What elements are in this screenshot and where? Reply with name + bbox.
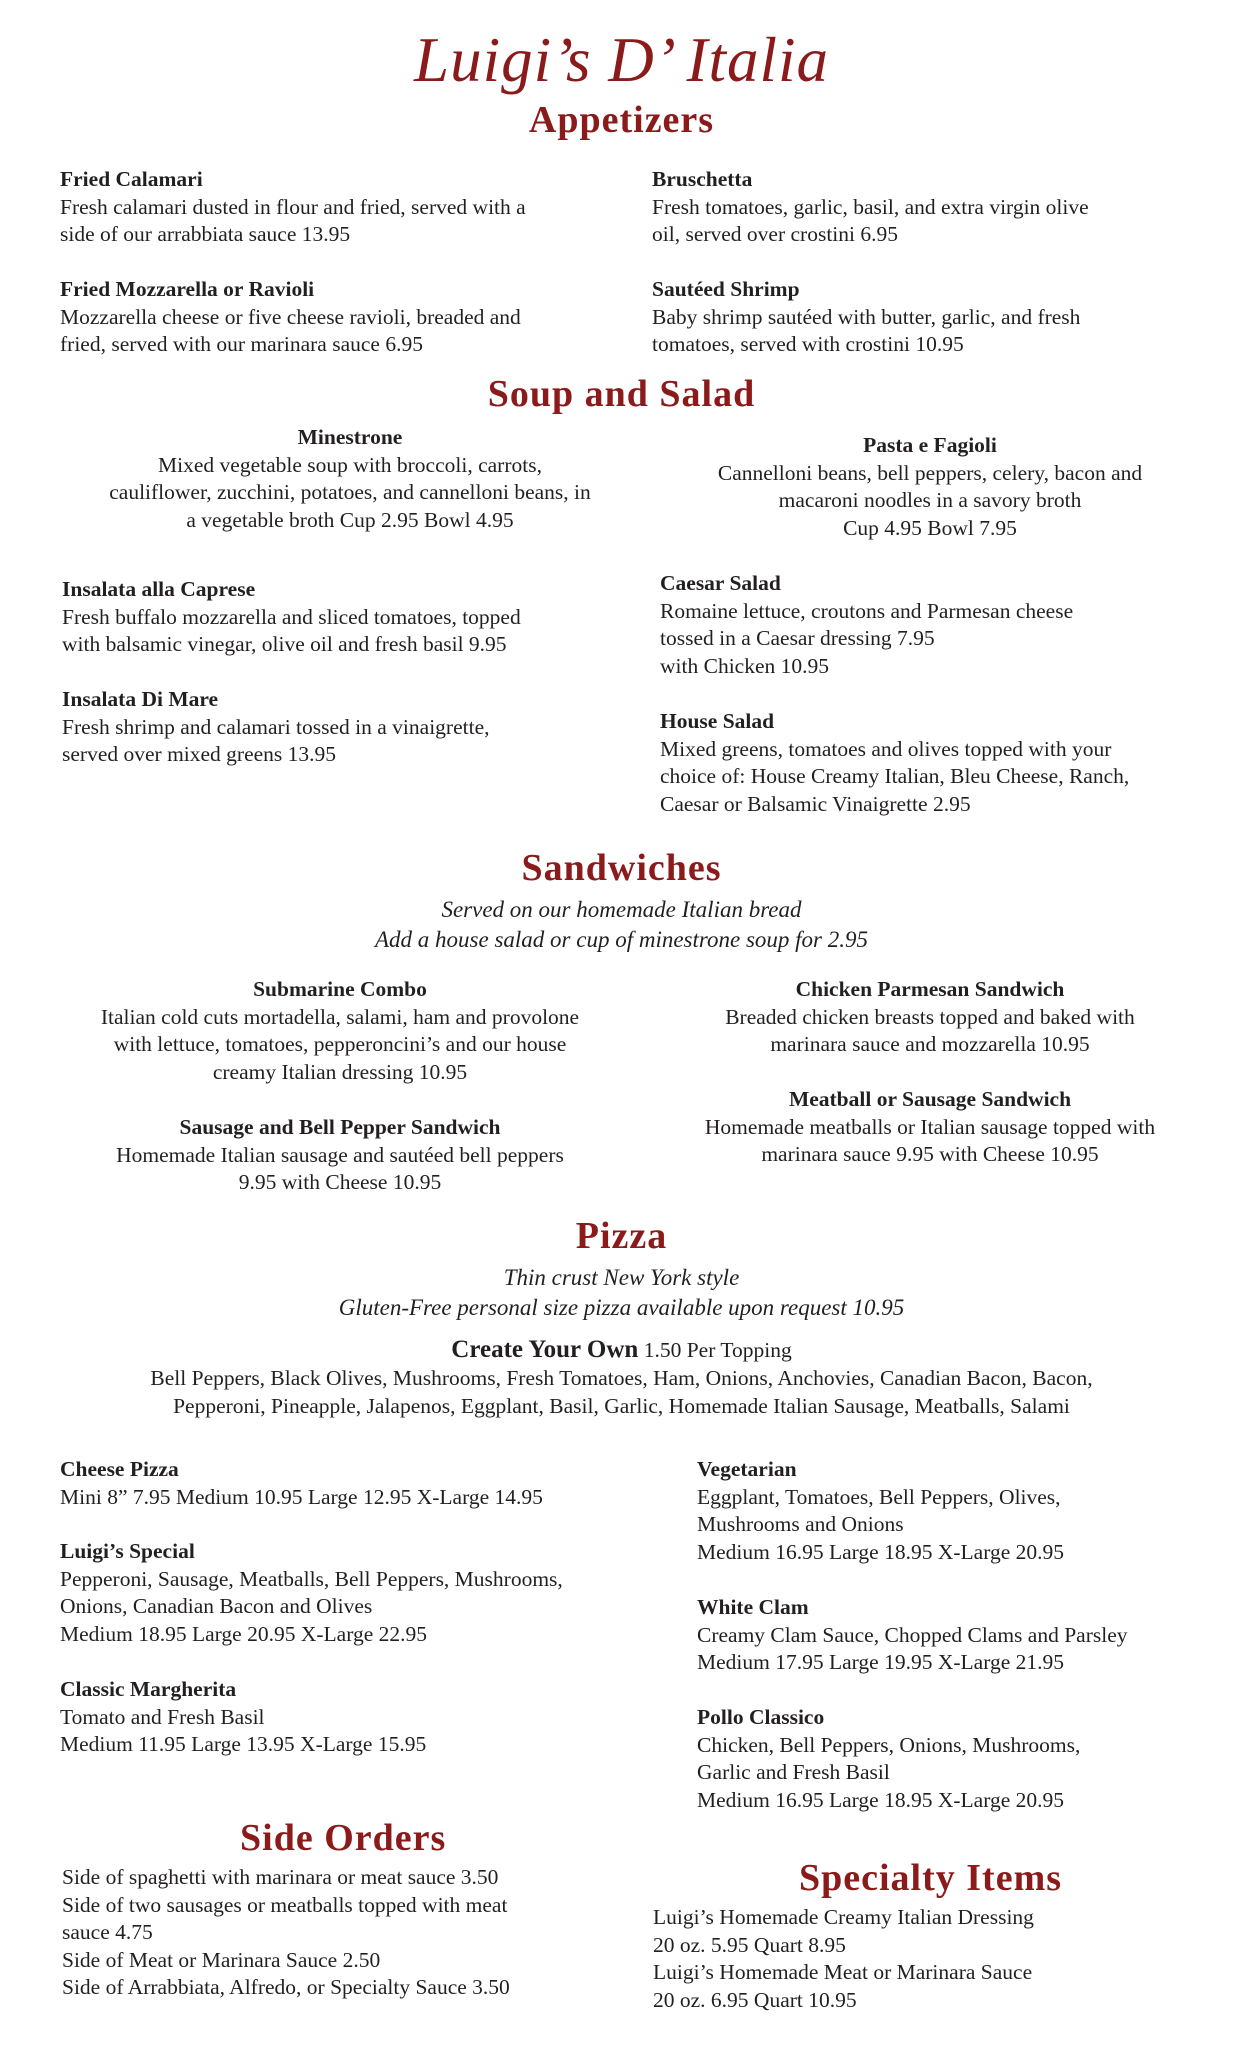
- item-desc: Breaded chicken breasts topped and baked with: [725, 1004, 1135, 1029]
- item-name: Bruschetta: [652, 167, 753, 191]
- item-desc: marinara sauce and mozzarella 10.95: [770, 1032, 1090, 1056]
- item-desc: Onions, Canadian Bacon and Olives: [60, 1594, 373, 1618]
- item-name: Fried Mozzarella or Ravioli: [60, 277, 315, 301]
- item-desc: oil, served over crostini 6.95: [652, 222, 899, 246]
- item-desc: marinara sauce 9.95 with Cheese 10.95: [761, 1142, 1099, 1166]
- create-your-own: [0, 1336, 1243, 1420]
- item-desc: Medium 18.95 Large 20.95 X-Large 22.95: [60, 1621, 428, 1646]
- item-desc: Medium 11.95 Large 13.95 X-Large 15.95: [60, 1732, 427, 1756]
- item-name: Fried Calamari: [60, 167, 203, 191]
- item-desc: Medium 17.95 Large 19.95 X-Large 21.95: [697, 1650, 1065, 1674]
- menu-item: [62, 576, 521, 659]
- specialty-items-list: [653, 1904, 1034, 2014]
- specialty-line: Luigi’s Homemade Creamy Italian Dressing: [653, 1905, 1034, 1929]
- item-desc: fried, served with our marinara sauce 6.95: [60, 332, 423, 356]
- item-desc: Fresh tomatoes, garlic, basil, and extra virgin olive: [652, 194, 1089, 219]
- menu-item: [697, 1704, 1080, 1814]
- item-desc: tomatoes, served with crostini 10.95: [652, 332, 964, 356]
- item-name: House Salad: [660, 709, 775, 733]
- specialty-line: 20 oz. 5.95 Quart 8.95: [653, 1932, 846, 1957]
- menu-item: [60, 1456, 543, 1511]
- item-desc: Creamy Clam Sauce, Chopped Clams and Parsley: [697, 1622, 1128, 1647]
- note-line: Served on our homemade Italian bread: [441, 897, 802, 922]
- item-desc: Medium 16.95 Large 18.95 X-Large 20.95: [697, 1787, 1065, 1812]
- item-desc: 9.95 with Cheese 10.95: [238, 1170, 442, 1194]
- toppings-line: Pepperoni, Pineapple, Jalapenos, Eggplant, Basil, Garlic, Homemade Italian Sausage, Meatballs, Salami: [173, 1394, 1070, 1418]
- item-name: Sautéed Shrimp: [652, 277, 800, 301]
- item-desc: side of our arrabbiata sauce 13.95: [60, 222, 351, 246]
- item-desc: Mixed vegetable soup with broccoli, carrots,: [158, 452, 542, 477]
- item-name: Cheese Pizza: [60, 1457, 179, 1481]
- item-desc: Mini 8” 7.95 Medium 10.95 Large 12.95 X-Large 14.95: [60, 1484, 543, 1509]
- note-line: Add a house salad or cup of minestrone soup for 2.95: [375, 927, 868, 952]
- item-name: Classic Margherita: [60, 1677, 237, 1701]
- item-desc: with lettuce, tomatoes, pepperoncini’s and our house: [113, 1032, 567, 1056]
- item-desc: tossed in a Caesar dressing 7.95: [660, 626, 935, 650]
- toppings-line: Bell Peppers, Black Olives, Mushrooms, Fresh Tomatoes, Ham, Onions, Anchovies, Canadian Bacon, Bacon,: [150, 1366, 1093, 1390]
- menu-item: [697, 1456, 1064, 1566]
- item-name: Minestrone: [297, 425, 403, 449]
- side-order-line: Side of spaghetti with marinara or meat sauce 3.50: [62, 1865, 499, 1889]
- item-desc: Italian cold cuts mortadella, salami, ham and provolone: [100, 1004, 580, 1029]
- menu-item: [660, 570, 1073, 680]
- item-desc: Medium 16.95 Large 18.95 X-Large 20.95: [697, 1539, 1065, 1564]
- item-name: Pollo Classico: [697, 1705, 825, 1729]
- item-desc: Fresh shrimp and calamari tossed in a vinaigrette,: [62, 714, 490, 739]
- menu-item: [60, 1676, 426, 1759]
- menu-item: [652, 166, 1089, 249]
- side-order-line: sauce 4.75: [62, 1920, 153, 1944]
- item-desc: Cup 4.95 Bowl 7.95: [843, 515, 1017, 540]
- side-order-line: Side of Arrabbiata, Alfredo, or Specialty Sauce 3.50: [62, 1975, 510, 1999]
- item-name: Meatball or Sausage Sandwich: [788, 1087, 1072, 1111]
- item-desc: cauliflower, zucchini, potatoes, and cannelloni beans, in: [109, 480, 591, 504]
- create-label: Create Your Own: [451, 1336, 639, 1363]
- item-desc: served over mixed greens 13.95: [62, 742, 337, 766]
- item-desc: choice of: House Creamy Italian, Bleu Cheese, Ranch,: [660, 764, 1130, 788]
- menu-item: [640, 976, 1220, 1059]
- item-desc: Homemade meatballs or Italian sausage topped with: [704, 1114, 1156, 1139]
- item-desc: Garlic and Fresh Basil: [697, 1760, 890, 1784]
- side-orders-heading: Side Orders: [240, 1817, 447, 1859]
- item-desc: Caesar or Balsamic Vinaigrette 2.95: [660, 791, 971, 816]
- menu-item: [652, 276, 1080, 359]
- side-orders-list: [62, 1864, 510, 2002]
- item-name: Caesar Salad: [660, 571, 781, 595]
- item-name: Sausage and Bell Pepper Sandwich: [179, 1115, 501, 1139]
- item-desc: Romaine lettuce, croutons and Parmesan cheese: [660, 598, 1074, 623]
- menu-item: [40, 976, 640, 1086]
- menu-item: [62, 686, 490, 769]
- create-price: 1.50 Per Topping: [643, 1338, 792, 1362]
- note-line: Gluten-Free personal size pizza available upon request 10.95: [338, 1295, 905, 1320]
- item-name: Insalata alla Caprese: [62, 577, 256, 601]
- item-name: Submarine Combo: [253, 977, 427, 1001]
- item-desc: creamy Italian dressing 10.95: [212, 1059, 468, 1084]
- item-name: Vegetarian: [697, 1457, 797, 1481]
- pizza-heading: Pizza: [575, 1215, 668, 1257]
- specialty-line: 20 oz. 6.95 Quart 10.95: [653, 1987, 857, 2012]
- menu-item: [60, 166, 526, 249]
- restaurant-title: Luigi’s D’ Italia: [414, 25, 829, 95]
- sandwiches-notes: [0, 895, 1243, 955]
- item-desc: Pepperoni, Sausage, Meatballs, Bell Peppers, Mushrooms,: [60, 1566, 563, 1591]
- item-name: Insalata Di Mare: [62, 687, 219, 711]
- sandwiches-heading: Sandwiches: [521, 847, 722, 889]
- specialty-line: Luigi’s Homemade Meat or Marinara Sauce: [653, 1960, 1033, 1984]
- side-order-line: Side of two sausages or meatballs topped with meat: [62, 1892, 508, 1917]
- menu-item: [697, 1594, 1128, 1677]
- item-desc: Mixed greens, tomatoes and olives topped with your: [660, 736, 1112, 761]
- menu-item: [60, 276, 521, 359]
- item-desc: Homemade Italian sausage and sautéed bell peppers: [116, 1142, 564, 1167]
- item-desc: Cannelloni beans, bell peppers, celery, bacon and: [717, 460, 1143, 485]
- menu-item: [640, 1086, 1220, 1169]
- appetizers-heading: Appetizers: [528, 99, 715, 141]
- side-order-line: Side of Meat or Marinara Sauce 2.50: [62, 1947, 381, 1972]
- soup-salad-heading: Soup and Salad: [487, 373, 756, 415]
- item-name: Chicken Parmesan Sandwich: [795, 977, 1065, 1001]
- item-name: White Clam: [697, 1595, 809, 1619]
- item-name: Pasta e Fagioli: [863, 433, 997, 457]
- menu-item: [40, 424, 660, 534]
- menu-item: [40, 1114, 640, 1197]
- specialty-items-heading: Specialty Items: [799, 1857, 1063, 1899]
- item-desc: with balsamic vinegar, olive oil and fresh basil 9.95: [62, 632, 507, 656]
- pizza-notes: [0, 1263, 1243, 1323]
- item-desc: Mushrooms and Onions: [697, 1512, 904, 1536]
- item-desc: Tomato and Fresh Basil: [60, 1704, 265, 1729]
- menu-item: [660, 708, 1129, 818]
- item-desc: Chicken, Bell Peppers, Onions, Mushrooms,: [697, 1732, 1081, 1757]
- menu-item: [60, 1538, 563, 1648]
- item-desc: a vegetable broth Cup 2.95 Bowl 4.95: [186, 507, 514, 532]
- item-desc: Eggplant, Tomatoes, Bell Peppers, Olives,: [697, 1484, 1061, 1509]
- item-desc: Baby shrimp sautéed with butter, garlic, and fresh: [652, 304, 1081, 329]
- item-name: Luigi’s Special: [60, 1539, 195, 1563]
- item-desc: Mozzarella cheese or five cheese ravioli, breaded and: [60, 304, 521, 329]
- menu-item: [660, 432, 1200, 542]
- item-desc: Fresh calamari dusted in flour and fried, served with a: [60, 194, 526, 219]
- item-desc: Fresh buffalo mozzarella and sliced tomatoes, topped: [62, 604, 521, 629]
- item-desc: macaroni noodles in a savory broth: [778, 488, 1082, 512]
- item-desc: with Chicken 10.95: [660, 653, 829, 678]
- note-line: Thin crust New York style: [503, 1265, 740, 1290]
